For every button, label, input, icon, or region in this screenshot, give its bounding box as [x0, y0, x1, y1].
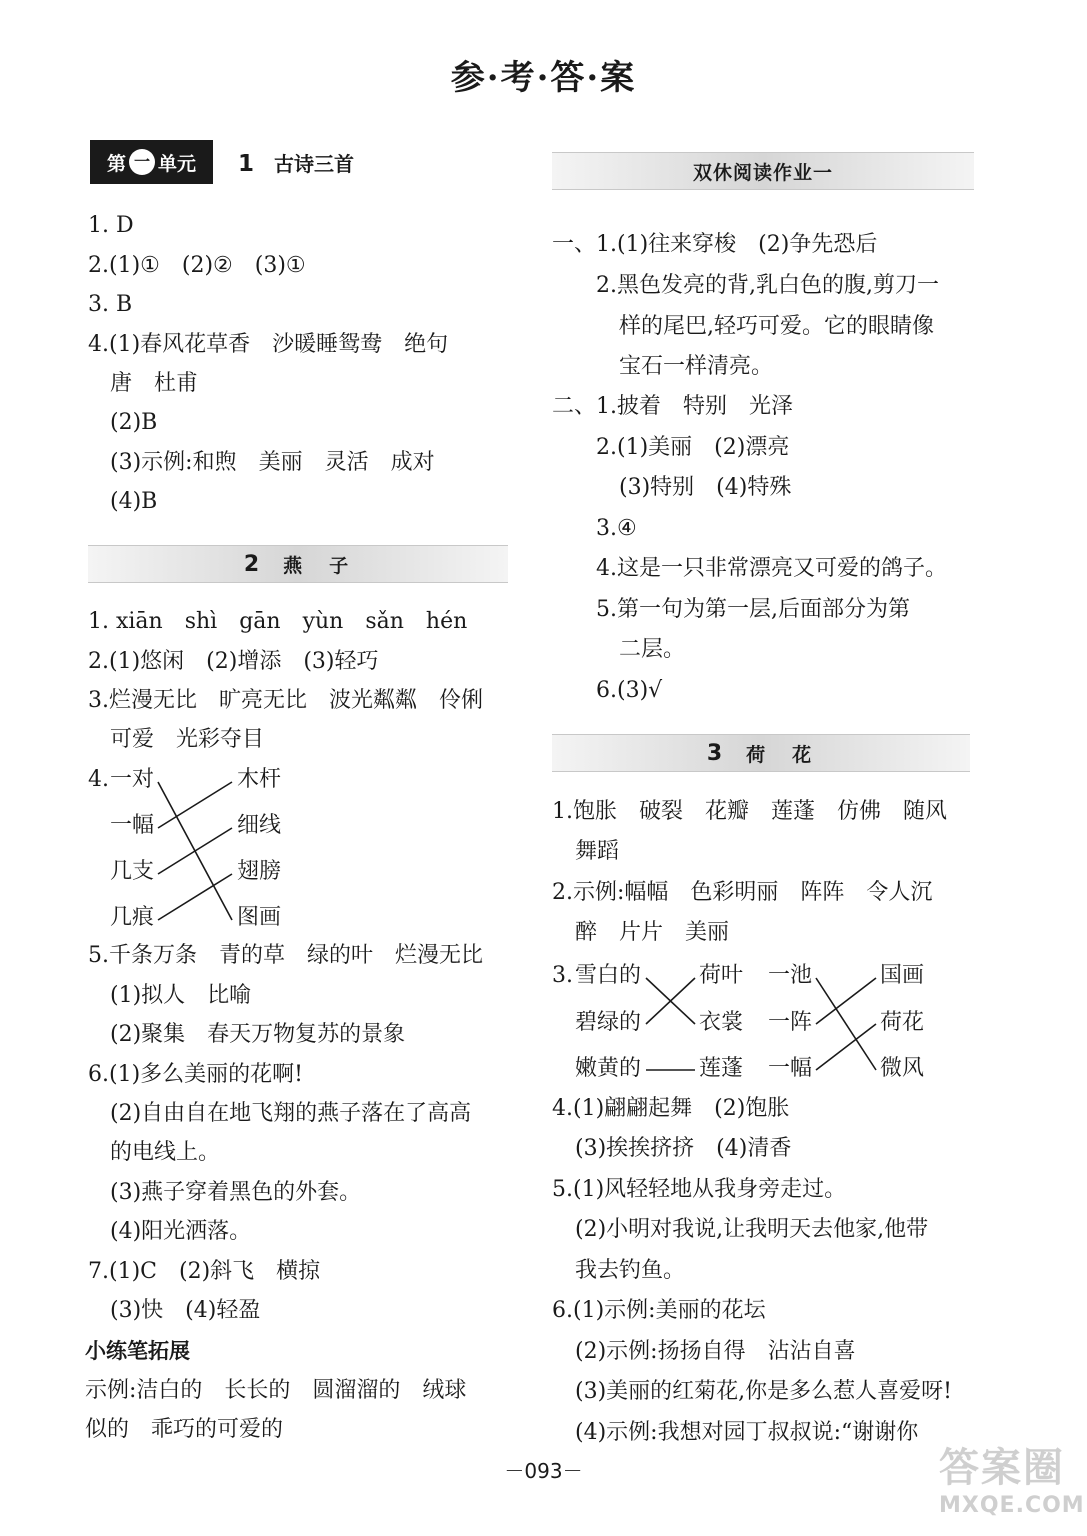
match-col-a: 碧绿的 [575, 1010, 642, 1035]
extension-line: 示例:洁白的 长长的 圆溜溜的 绒球 [85, 1378, 467, 1403]
answer-line: (2)示例:扬扬自得 沾沾自喜 [575, 1339, 856, 1364]
answer-line: (4)B [110, 489, 158, 514]
match-right: 图画 [237, 905, 282, 930]
match-line [816, 1024, 876, 1070]
answer-line: 二、1.披着 特别 光泽 [552, 394, 793, 419]
answer-line: (3)示例:和煦 美丽 灵活 成对 [110, 450, 435, 475]
answer-line: 宝石一样清亮。 [619, 354, 774, 379]
match-col-b: 荷叶 [699, 963, 744, 988]
extension-line: 似的 乖巧的可爱的 [85, 1417, 284, 1442]
extension-heading: 小练笔拓展 [85, 1339, 190, 1363]
match-left: 几支 [110, 859, 155, 884]
answer-line: 可爱 光彩夺目 [110, 727, 265, 752]
answer-line: 6.(1)多么美丽的花啊! [88, 1062, 303, 1087]
match-col-b: 莲蓬 [699, 1056, 744, 1081]
answer-line: 二层。 [619, 637, 686, 662]
match-col-a: 雪白的 [575, 963, 642, 988]
answer-line: 5.千条万条 青的草 绿的叶 烂漫无比 [88, 943, 483, 968]
answer-line: 3.烂漫无比 旷亮无比 波光粼粼 伶俐 [88, 688, 483, 713]
watermark-url: MXQE.COM [939, 1493, 1085, 1518]
unit-suffix: 单元 [158, 152, 197, 175]
answer-line: 7.(1)C (2)斜飞 横掠 [88, 1259, 321, 1284]
answer-line: (2)自由自在地飞翔的燕子落在了高高 [110, 1101, 472, 1126]
answer-line: (4)阳光洒落。 [110, 1219, 252, 1244]
match-col-c: 一池 [768, 963, 813, 988]
answer-line: (4)示例:我想对园丁叔叔说:“谢谢你 [575, 1420, 919, 1445]
match-right: 木杆 [237, 767, 282, 792]
match-right: 翅膀 [237, 859, 282, 884]
answer-line: 我去钓鱼。 [575, 1258, 686, 1283]
match-left: 一对 [110, 767, 155, 792]
match-col-c: 一幅 [768, 1056, 813, 1081]
match-left: 几痕 [110, 905, 155, 930]
answer-line: 1.饱胀 破裂 花瓣 莲蓬 仿佛 随风 [552, 799, 947, 824]
lesson3-number: 3 [706, 740, 727, 766]
answer-line: (3)美丽的红菊花,你是多么惹人喜爱呀! [575, 1379, 952, 1404]
answer-line: 2.(1)① (2)② (3)① [88, 253, 306, 278]
answer-line: (3)快 (4)轻盈 [110, 1298, 261, 1323]
unit-number: 一 [129, 149, 155, 175]
watermark-logo [939, 1436, 1085, 1518]
answer-line: 2.黑色发亮的背,乳白色的腹,剪刀一 [596, 273, 939, 298]
answer-line: (2)聚集 春天万物复苏的景象 [110, 1022, 406, 1047]
question-number: 4. [88, 767, 109, 792]
match-col-c: 一阵 [768, 1010, 813, 1035]
answer-line: (2)小明对我说,让我明天去他家,他带 [575, 1217, 929, 1242]
match-col-a: 嫩黄的 [575, 1056, 642, 1081]
answer-line: 醉 片片 美丽 [575, 920, 730, 945]
answer-line: (3)挨挨挤挤 (4)清香 [575, 1136, 792, 1161]
match-col-d: 国画 [880, 963, 925, 988]
match-col-d: 微风 [880, 1056, 925, 1081]
answer-line: 4.(1)翩翩起舞 (2)饱胀 [552, 1096, 790, 1121]
answer-line: 的电线上。 [110, 1140, 221, 1165]
answer-line: 5.第一句为第一层,后面部分为第 [596, 597, 910, 622]
answer-line: 6.(3)√ [596, 678, 663, 703]
match-left: 一幅 [110, 813, 155, 838]
answer-line: 2.示例:幅幅 色彩明丽 阵阵 令人沉 [552, 880, 933, 905]
answer-line: 1. D [88, 213, 134, 238]
answer-line: 3. B [88, 292, 133, 317]
answer-line: (3)燕子穿着黑色的外套。 [110, 1180, 362, 1205]
answer-line: (1)拟人 比喻 [110, 983, 252, 1008]
answer-line: (2)B [110, 410, 158, 435]
answer-line: 5.(1)风轻轻地从我身旁走过。 [552, 1177, 847, 1202]
watermark-text: 答案圈 [939, 1445, 1065, 1491]
lesson2-number: 2 [243, 551, 264, 577]
reading-heading: 双休阅读作业一 [552, 152, 974, 190]
answer-line: 4.这是一只非常漂亮又可爱的鸽子。 [596, 556, 947, 581]
answer-line: 2.(1)美丽 (2)漂亮 [596, 435, 790, 460]
match-line [816, 978, 876, 1070]
question-number: 3. [552, 963, 573, 988]
answer-line: 1. xiān shì gān yùn sǎn hén [88, 609, 468, 634]
answer-line: 舞蹈 [575, 839, 620, 864]
answer-line: 唐 杜甫 [110, 371, 199, 396]
lesson3-title: 荷 花 [746, 743, 816, 766]
match-line [816, 978, 876, 1024]
match-col-b: 衣裳 [699, 1010, 744, 1035]
answer-line: (3)特别 (4)特殊 [619, 475, 792, 500]
lesson1-title: 古诗三首 [274, 152, 355, 176]
page-number: －093－ [504, 1459, 583, 1483]
lesson1-number: 1 [238, 151, 255, 177]
unit-prefix: 第 [106, 152, 126, 175]
page-title: 参·考·答·案 [450, 58, 637, 98]
answer-line: 3.④ [596, 516, 637, 541]
answer-line: 4.(1)春风花草香 沙暖睡鸳鸯 绝句 [88, 332, 449, 357]
match-col-d: 荷花 [880, 1010, 925, 1035]
answer-line: 一、1.(1)往来穿梭 (2)争先恐后 [552, 232, 878, 257]
match-right: 细线 [237, 813, 282, 838]
lesson2-title: 燕 子 [283, 554, 353, 577]
answer-line: 2.(1)悠闲 (2)增添 (3)轻巧 [88, 649, 379, 674]
answer-line: 6.(1)示例:美丽的花坛 [552, 1298, 766, 1323]
answer-line: 样的尾巴,轻巧可爱。它的眼睛像 [619, 314, 934, 339]
